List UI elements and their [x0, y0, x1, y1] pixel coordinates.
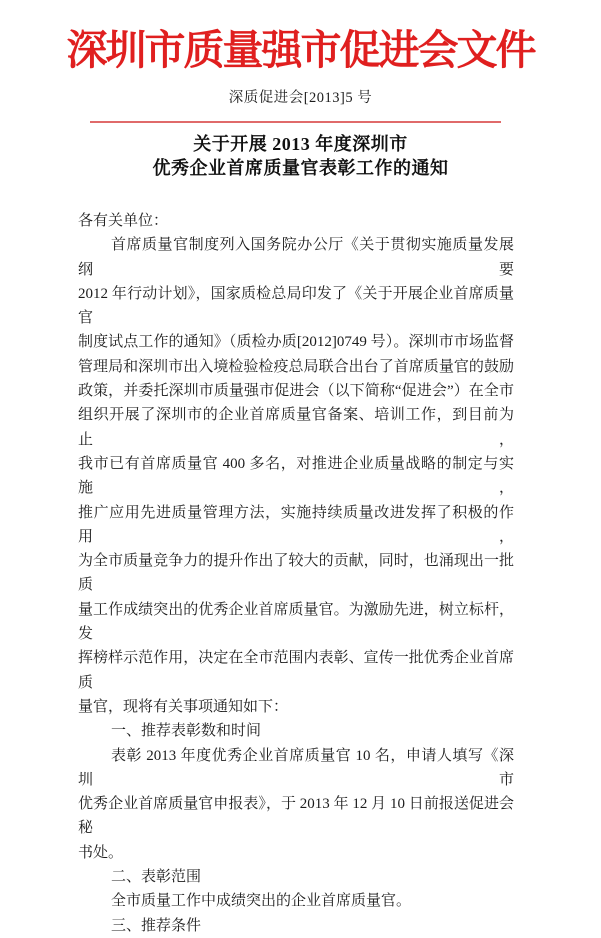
body-line: 优秀企业首席质量官申报表》，于 2013 年 12 月 10 日前报送促进会秘 — [78, 796, 514, 837]
body-line: 我市已有首席质量官 400 多名，对推进企业质量战略的制定与实施， — [78, 455, 514, 497]
body-line: 一、推荐表彰数和时间 — [111, 723, 262, 740]
body-line: 二、表彰范围 — [111, 869, 202, 886]
body-line: 政策，并委托深圳市质量强市促进会（以下简称“促进会”）在全市 — [78, 383, 514, 400]
body-line: 书处。 — [78, 844, 124, 861]
document-number: 深质促进会[2013]5 号 — [228, 90, 373, 106]
document-title-line1: 关于开展 2013 年度深圳市 — [193, 134, 408, 154]
body-line: 组织开展了深圳市的企业首席质量官备案、培训工作，到目前为止， — [78, 407, 514, 448]
body-line: 首席质量官制度列入国务院办公厅《关于贯彻实施质量发展纲要 — [78, 237, 514, 278]
document-header-title: 深圳市质量强市促进会文件 — [66, 26, 535, 74]
body-line: 2012 年行动计划》，国家质检总局印发了《关于开展企业首席质量官 — [78, 285, 514, 327]
body-line: 各有关单位： — [78, 213, 169, 229]
body-line: 为全市质量竞争力的提升作出了较大的贡献，同时，也涌现出一批质 — [78, 553, 514, 594]
body-line: 量工作成绩突出的优秀企业首席质量官。为激励先进，树立标杆，发 — [78, 601, 514, 643]
document-body — [78, 209, 514, 938]
header-divider-line — [90, 121, 501, 123]
body-line: 挥榜样示范作用，决定在全市范围内表彰、宣传一批优秀企业首席质 — [78, 650, 514, 691]
body-line: 推广应用先进质量管理方法，实施持续质量改进发挥了积极的作用， — [78, 504, 514, 545]
body-line: 三、推荐条件 — [111, 917, 202, 934]
body-line: 管理局和深圳市出入境检验检疫总局联合出台了首席质量官的鼓励 — [78, 358, 514, 375]
document-title-line2: 优秀企业首席质量官表彰工作的通知 — [152, 157, 449, 178]
body-line: 全市质量工作中成绩突出的企业首席质量官。 — [111, 893, 412, 910]
body-line: 量官，现将有关事项通知如下： — [78, 698, 289, 715]
document-title — [0, 133, 601, 180]
body-line: 表彰 2013 年度优秀企业首席质量官 10 名，申请人填写《深圳市 — [78, 747, 514, 788]
body-line: 制度试点工作的通知》（质检办质[2012]0749 号）。深圳市市场监督 — [78, 334, 514, 351]
